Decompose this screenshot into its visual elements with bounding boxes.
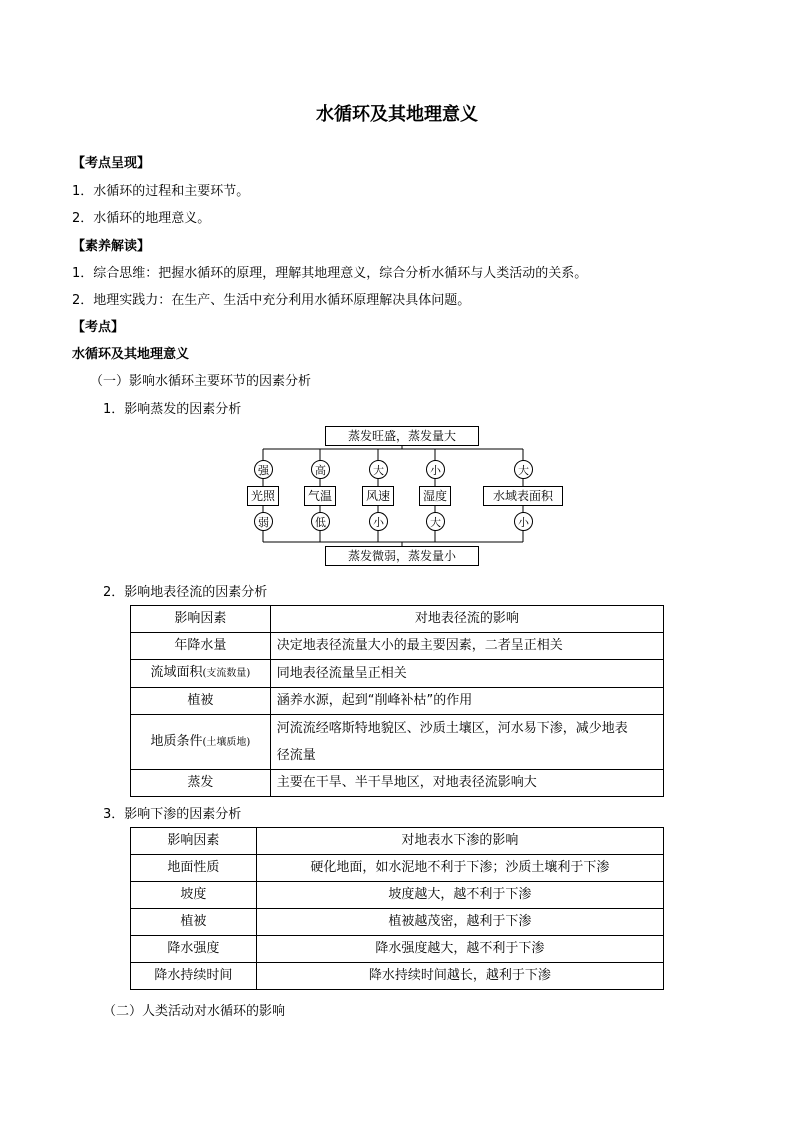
table-row bbox=[131, 909, 664, 936]
table-row bbox=[131, 660, 664, 688]
list-item: 1．综合思维：把握水循环的原理，理解其地理意义，综合分析水循环与人类活动的关系。 bbox=[72, 266, 588, 281]
table-cell: 涵养水源，起到“削峰补枯”的作用 bbox=[270, 688, 663, 715]
table-header: 影响因素 bbox=[131, 606, 271, 633]
factor-up-circle: 高 bbox=[311, 460, 330, 479]
infiltration-table bbox=[130, 827, 664, 990]
table-row bbox=[131, 633, 664, 660]
table-cell: 降水持续时间越长，越利于下渗 bbox=[256, 963, 663, 990]
list-item: 2．水循环的地理意义。 bbox=[72, 211, 211, 226]
table-cell: 主要在干旱、半干旱地区，对地表径流影响大 bbox=[270, 770, 663, 797]
table-header-row bbox=[131, 606, 664, 633]
subheading: 2．影响地表径流的因素分析 bbox=[103, 585, 268, 600]
top-result-box: 蒸发旺盛，蒸发量大 bbox=[325, 426, 479, 446]
factor-up-circle: 小 bbox=[426, 460, 445, 479]
table-cell: 坡度 bbox=[131, 882, 257, 909]
factor-down-circle: 小 bbox=[514, 512, 533, 531]
table-cell: 植被越茂密，越利于下渗 bbox=[256, 909, 663, 936]
table-row bbox=[131, 715, 664, 770]
factor-down-circle: 小 bbox=[369, 512, 388, 531]
heading-suyang-jiedu: 【素养解读】 bbox=[72, 239, 151, 254]
subheading: （二）人类活动对水循环的影响 bbox=[103, 1004, 286, 1019]
table-cell: 流域面积(支流数量) bbox=[131, 660, 271, 688]
factor-down-circle: 低 bbox=[311, 512, 330, 531]
factor-box: 水域表面积 bbox=[483, 486, 563, 506]
table-cell: 地面性质 bbox=[131, 855, 257, 882]
table-row bbox=[131, 882, 664, 909]
table-cell: 蒸发 bbox=[131, 770, 271, 797]
table-header: 影响因素 bbox=[131, 828, 257, 855]
table-row bbox=[131, 855, 664, 882]
subheading: （一）影响水循环主要环节的因素分析 bbox=[90, 374, 312, 389]
table-cell: 降水强度 bbox=[131, 936, 257, 963]
heading-kaodian-chengxian: 【考点呈现】 bbox=[72, 156, 151, 171]
table-cell: 坡度越大，越不利于下渗 bbox=[256, 882, 663, 909]
factor-up-circle: 大 bbox=[514, 460, 533, 479]
table-cell: 降水强度越大，越不利于下渗 bbox=[256, 936, 663, 963]
table-cell: 同地表径流量呈正相关 bbox=[270, 660, 663, 688]
heading-kaodian: 【考点】 bbox=[72, 320, 125, 335]
table-cell: 硬化地面，如水泥地不利于下渗；沙质土壤利于下渗 bbox=[256, 855, 663, 882]
table-row bbox=[131, 963, 664, 990]
page-title: 水循环及其地理意义 bbox=[316, 104, 478, 125]
factor-box: 气温 bbox=[304, 486, 336, 506]
topic-heading: 水循环及其地理意义 bbox=[72, 347, 190, 362]
table-cell: 年降水量 bbox=[131, 633, 271, 660]
table-cell: 降水持续时间 bbox=[131, 963, 257, 990]
factor-box: 风速 bbox=[362, 486, 394, 506]
bottom-result-box: 蒸发微弱，蒸发量小 bbox=[325, 546, 479, 566]
table-row bbox=[131, 936, 664, 963]
factor-up-circle: 大 bbox=[369, 460, 388, 479]
factor-up-circle: 强 bbox=[254, 460, 273, 479]
list-item: 1．水循环的过程和主要环节。 bbox=[72, 184, 250, 199]
runoff-table bbox=[130, 605, 664, 797]
factor-box: 光照 bbox=[247, 486, 279, 506]
list-item: 2．地理实践力：在生产、生活中充分利用水循环原理解决具体问题。 bbox=[72, 293, 471, 308]
table-cell: 决定地表径流量大小的最主要因素，二者呈正相关 bbox=[270, 633, 663, 660]
table-header: 对地表径流的影响 bbox=[270, 606, 663, 633]
table-cell: 地质条件(土壤质地) bbox=[131, 715, 271, 770]
table-cell: 河流流经喀斯特地貌区、沙质土壤区，河水易下渗，减少地表 径流量 bbox=[270, 715, 663, 770]
subheading: 1．影响蒸发的因素分析 bbox=[103, 402, 242, 417]
table-cell: 植被 bbox=[131, 909, 257, 936]
factor-down-circle: 大 bbox=[426, 512, 445, 531]
subheading: 3．影响下渗的因素分析 bbox=[103, 807, 242, 822]
table-row bbox=[131, 688, 664, 715]
table-row bbox=[131, 770, 664, 797]
table-header-row bbox=[131, 828, 664, 855]
factor-down-circle: 弱 bbox=[254, 512, 273, 531]
table-cell: 植被 bbox=[131, 688, 271, 715]
factor-box: 湿度 bbox=[419, 486, 451, 506]
table-header: 对地表水下渗的影响 bbox=[256, 828, 663, 855]
